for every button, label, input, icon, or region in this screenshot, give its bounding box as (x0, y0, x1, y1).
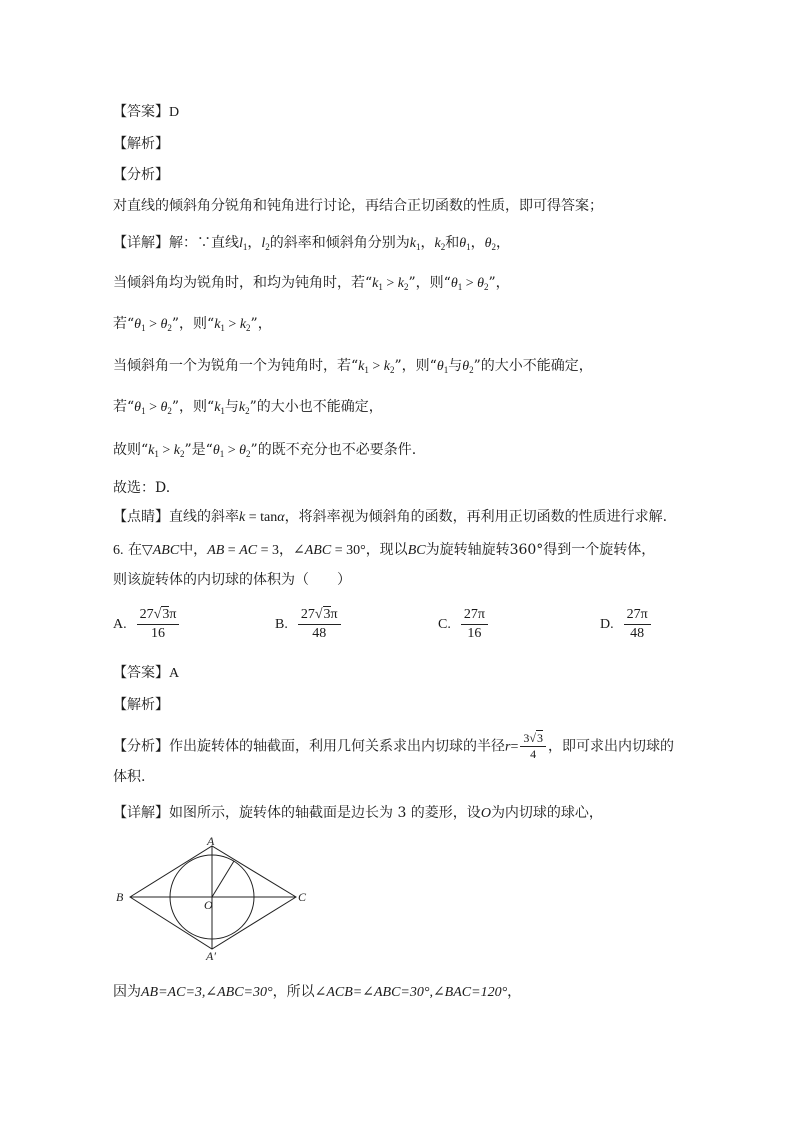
option-c[interactable]: C. $\frac{27\pi}{16}$ (438, 606, 490, 643)
sqrt-icon: √ (529, 731, 536, 745)
detail-tag: 【详解】 (113, 235, 169, 251)
fenxi-tag: 【分析】 (113, 738, 169, 755)
rhombus-figure (110, 833, 320, 963)
q5-fenxi-text: 对直线的倾斜角分锐角和钝角进行讨论，再结合正切函数的性质，即可得答案； (113, 198, 603, 214)
label-o: O (204, 898, 213, 912)
q6-detail-line: 【详解】如图所示，旋转体的轴截面是边长为 3 的菱形，设O为内切球的球心， (113, 805, 603, 821)
radius-segment (212, 861, 234, 897)
q6-stem-line2: 则该旋转体的内切球的体积为（ ） (113, 572, 351, 588)
sqrt-icon: √ (153, 607, 162, 622)
radius-fraction: $\frac{3√3}{4}$ (520, 731, 546, 762)
option-a[interactable]: A. $\frac{27√3\pi}{16}$ (113, 606, 181, 643)
q5-line3: 若“$\theta_1 > \theta_2$”，则“$k_1 > k_2$”， (113, 316, 272, 333)
dianjing-tag: 【点睛】 (113, 509, 169, 525)
detail-tag: 【详解】 (113, 805, 169, 821)
q6-answer-line (113, 663, 179, 684)
option-b-fraction: $\frac{27√3\pi}{48}$ (298, 606, 341, 643)
q6-fenxi-line2: 体积. (113, 769, 146, 785)
q6-last-line: 因为AB=AC=3,∠ABC=30°，所以∠ACB=∠ABC=30°,∠BAC=120°， (113, 984, 522, 1000)
answer-value: D (169, 105, 180, 120)
q5-analysis-tag: 【解析】 (113, 136, 169, 152)
q5-dianjing: 【点睛】直线的斜率k = tanα，将斜率视为倾斜角的函数，再利用正切函数的性质进行求解. (113, 509, 668, 525)
option-a-fraction: $\frac{27√3\pi}{16}$ (137, 606, 180, 643)
answer-tag: 【答案】 (113, 104, 169, 120)
option-b[interactable]: B. $\frac{27√3\pi}{48}$ (275, 606, 343, 643)
sqrt-icon: √ (314, 607, 323, 622)
q5-answer-line (113, 102, 179, 123)
q5-line6: 故则“$k_1 > k_2$”是“$\theta_1 > \theta_2$”的既不充分也不必要条件. (113, 442, 417, 459)
option-d-fraction: $\frac{27\pi}{48}$ (624, 606, 651, 643)
label-a: A (207, 834, 215, 848)
label-c: C (298, 890, 307, 904)
option-c-fraction: $\frac{27\pi}{16}$ (461, 606, 488, 643)
q5-line2: 当倾斜角均为锐角时，和均为钝角时，若“$k_1 > k_2$”，则“$\theta_1 > \theta_2$”， (113, 275, 510, 292)
q6-stem: 6. 在▽ABC中，AB = AC = 3，∠ABC = 30°，现以BC为旋转轴旋转360°得到一个旋转体， (113, 542, 656, 558)
q5-line5: 若“$\theta_1 > \theta_2$”，则“$k_1$与$k_2$”的大小也不能确定， (113, 399, 383, 416)
question-number: 6. (113, 543, 124, 558)
q6-analysis-tag: 【解析】 (113, 697, 169, 713)
answer-tag: 【答案】 (113, 665, 169, 681)
q6-fenxi: 【分析】作出旋转体的轴截面，利用几何关系求出内切球的半径r= $\frac{3√3}{4}$ ，即可求出内切球的 (113, 731, 674, 761)
label-a-prime: A′ (206, 949, 216, 963)
q5-fenxi-tag: 【分析】 (113, 167, 169, 183)
q5-line4: 当倾斜角一个为锐角一个为钝角时，若“$k_1 > k_2$”，则“$\theta_1$与$\theta_2$”的大小不能确定， (113, 358, 593, 375)
label-b: B (116, 890, 124, 904)
answer-value: A (169, 666, 180, 681)
q5-choose: 故选：D. (113, 480, 171, 496)
q5-detail-line: 【详解】解：∵直线$l_1$，$l_2$的斜率和倾斜角分别为$k_1$，$k_2$和$\theta_1$，$\theta_2$， (113, 235, 510, 252)
option-d[interactable]: D. $\frac{27\pi}{48}$ (600, 606, 653, 643)
